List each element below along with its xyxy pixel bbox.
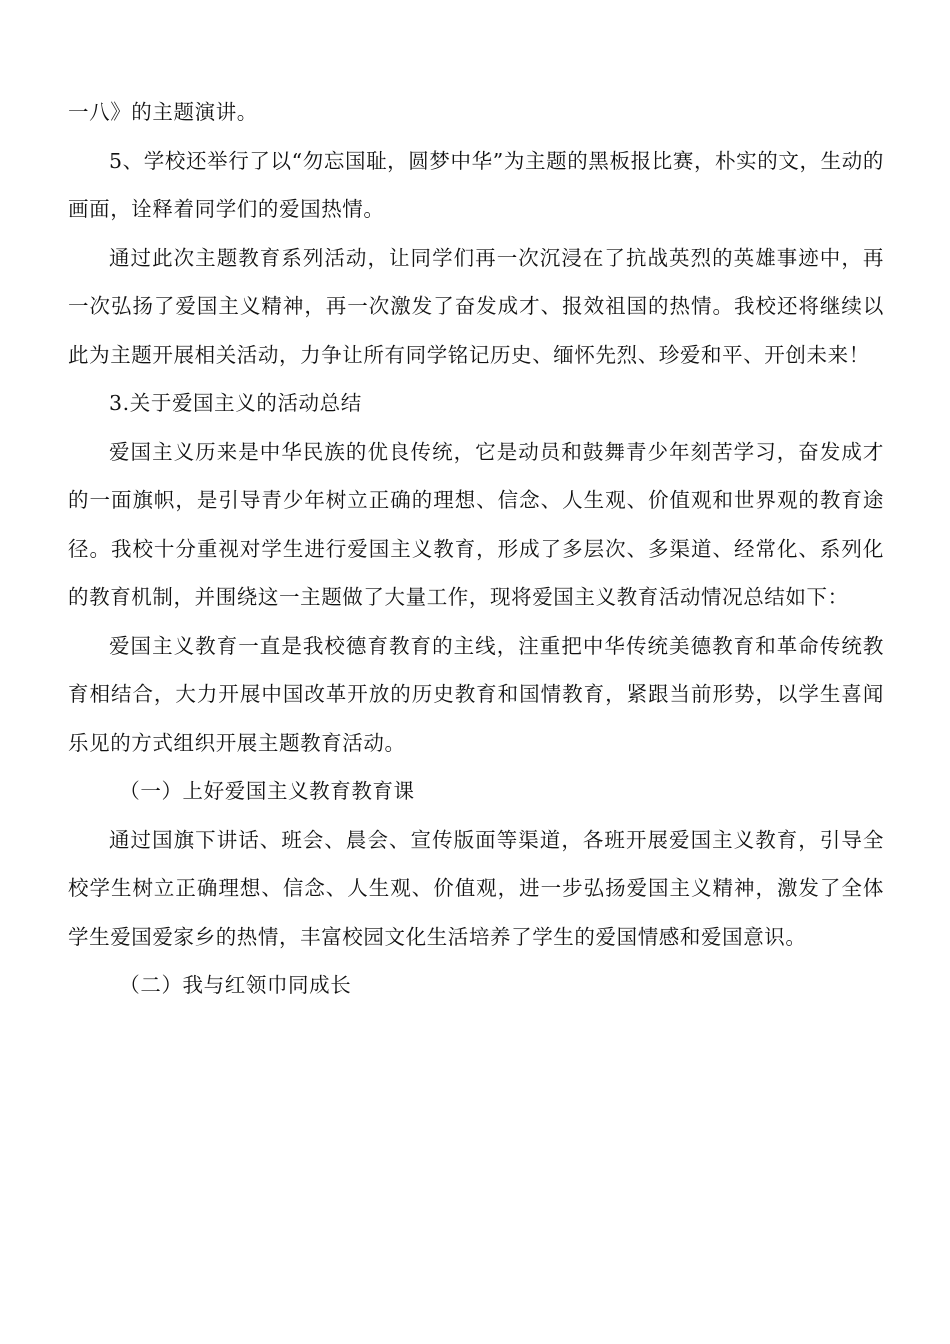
document-page [68, 88, 884, 1010]
paragraph-intro: 爱国主义历来是中华民族的优良传统，它是动员和鼓舞青少年刻苦学习，奋发成才的一面旗帜，是引导青少年树立正确的理想、信念、人生观、价值观和世界观的教育途径。我校十分重视对学生进行爱国主义教育，形成了多层次、多渠道、经常化、系列化的教育机制，并围绕这一主题做了大量工作，现将爱国主义教育活动情况总结如下： [68, 439, 884, 609]
paragraph-class-education: 通过国旗下讲话、班会、晨会、宣传版面等渠道，各班开展爱国主义教育，引导全校学生树立正确理想、信念、人生观、价值观，进一步弘扬爱国主义精神，激发了全体学生爱国爱家乡的热情，丰富校园文化生活培养了学生的爱国情感和爱国意识。 [68, 827, 884, 949]
paragraph-main-line: 爱国主义教育一直是我校德育教育的主线，注重把中华传统美德教育和革命传统教育相结合，大力开展中国改革开放的历史教育和国情教育，紧跟当前形势，以学生喜闻乐见的方式组织开展主题教育活动。 [68, 633, 884, 755]
subheading-one: （一）上好爱国主义教育教育课 [119, 779, 415, 803]
section-heading-3: 3.关于爱国主义的活动总结 [109, 391, 362, 415]
subheading-two: （二）我与红领巾同成长 [119, 973, 352, 997]
paragraph-continuation: 一八》的主题演讲。 [68, 100, 258, 124]
paragraph-item-5: 5、学校还举行了以“勿忘国耻，圆梦中华”为主题的黑板报比赛，朴实的文，生动的画面，诠释着同学们的爱国热情。 [68, 148, 884, 221]
paragraph-summary: 通过此次主题教育系列活动，让同学们再一次沉浸在了抗战英烈的英雄事迹中，再一次弘扬了爱国主义精神，再一次激发了奋发成才、报效祖国的热情。我校还将继续以此为主题开展相关活动，力争让所有同学铭记历史、缅怀先烈、珍爱和平、开创未来！ [68, 245, 884, 367]
